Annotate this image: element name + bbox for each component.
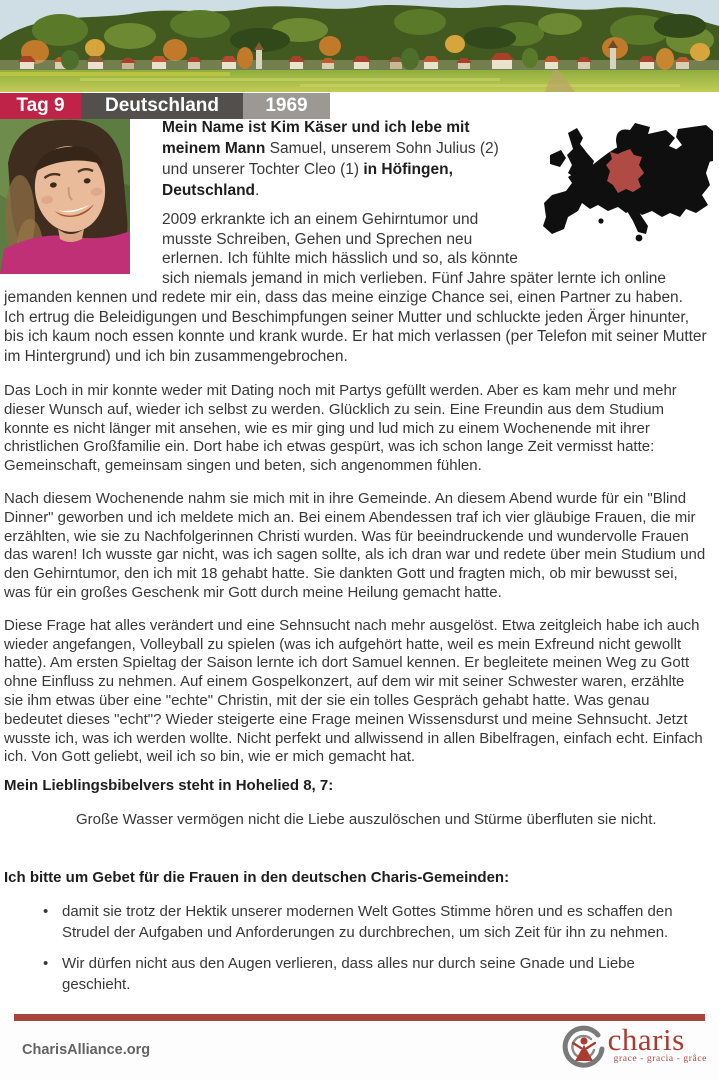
charis-logo-texts xyxy=(607,1022,707,1064)
banner-year-label: 1969 xyxy=(243,93,330,119)
banner-country-label: Deutschland xyxy=(81,93,243,119)
footer xyxy=(0,1014,719,1080)
prayer-heading: Ich bitte um Gebet für die Frauen in den deutschen Charis-Gemeinden: xyxy=(4,868,510,886)
banner-day-label: Tag 9 xyxy=(0,93,81,119)
portrait-photo xyxy=(0,117,130,274)
prayer-item: • Wir dürfen nicht aus den Augen verlieren, dass alles nur durch seine Gnade und Liebe geschieht. xyxy=(4,953,707,995)
charis-logo-wordmark: charis xyxy=(607,1022,685,1057)
story-paragraph: Das Loch in mir konnte weder mit Dating noch mit Partys gefüllt werden. Aber es kam mehr und mehr dieser Wunsch auf, wieder ich selbst zu werden. Glücklich zu sein. Eine Freundin aus dem Studium konnte es nicht länger mit ansehen, wie es mir ging und lud mich zu einem Wochenende mit ihrer christlichen Großfamilie ein. Dort habe ich etwas gespürt, was ich schon lange Zeit vermisst hatte: Gemeinschaft, gemeinsam singen und beten, sich angenommen fühlen. xyxy=(4,382,677,475)
intro-period: . xyxy=(255,182,260,199)
banner xyxy=(0,93,330,119)
story-paragraph: Diese Frage hat alles verändert und eine Sehnsucht nach mehr ausgelöst. Etwa zeitgleich habe ich auch wieder angefangen, Volleyball zu spielen (was ich aufgehört hatte, weil es mein Exfreund nicht gewollt hatte). Am ersten Spieltag der Saison lernte ich dort Samuel kennen. Er begleitete meinen Weg zu Gott ohne Einfluss zu nehmen. Auf einem Gospelkonzert, auf dem wir mit seiner Schwester waren, erzählte sie ihm etwas über eine "echte" Christin, mit der sie ein tolles Gespräch gehabt hatte. Was genau bedeutet dieses "echt"? Wieder steigerte eine Frage meinen Wissensdurst und meine Sehnsucht. Jetzt wusste ich, was ich werden wollte. Nicht perfekt und allwissend in allen Bibelfragen, einfach echt. Einfach ich. Von Gott geliebt, weil ich so bin, wie er mich gemacht hat. xyxy=(4,616,703,766)
verse-text: Große Wasser vermögen nicht die Liebe auszulöschen und Stürme überfluten sie nicht. xyxy=(76,810,657,828)
story-content xyxy=(0,92,719,995)
charis-logo-tagline: grace - gracia - grâce xyxy=(613,1054,707,1064)
prayer-list xyxy=(4,901,707,995)
prayer-item: • damit sie trotz der Hektik unserer modernen Welt Gottes Stimme hören und es schaffen den Strudel der Aufgaben und Anforderungen zu durchbrechen, um sich Zeit für ihn zu nehmen. xyxy=(4,901,707,943)
site-url: CharisAlliance.org xyxy=(22,1042,151,1058)
intro-bold-lead: Mein Name ist Kim Käser und ich lebe mit meinem Mann xyxy=(162,119,470,157)
story-paragraph: Nach diesem Wochenende nahm sie mich mit in ihre Gemeinde. An diesem Abend wurde für ein "Blind Dinner" geworben und ich meldete mich an. Bei einem Abendessen traf ich vier gläubige Frauen, die mir erzählten, wie sie zu Nachfolgerinnen Christi wurden. Was für beeindruckende und wundervolle Frauen das waren! Ich wusste gar nicht, was ich sagen sollte, als ich dran war und redete über mein Studium und den Gehirntumor, den ich mit 18 gehabt hatte. Sie dankten Gott und fragten mich, ob mir bewusst sei, was für ein großes Geschenk mir Gott durch meine Heilung gemacht hatte. xyxy=(4,489,706,601)
charis-logo xyxy=(561,1022,707,1071)
intro-bold-location: in Höfingen, Deutschland xyxy=(162,161,453,199)
header-landscape-photo xyxy=(0,0,719,92)
footer-divider xyxy=(14,1014,705,1021)
verse-heading: Mein Lieblingsbibelvers steht in Hohelied 8, 7: xyxy=(4,777,334,795)
intro-normal-text: Samuel, unserem Sohn Julius (2) und unserer Tochter Cleo (1) xyxy=(162,140,499,178)
story-paragraph: 2009 erkrankte ich an einem Gehirntumor und musste Schreiben, Gehen und Sprechen neu erlernen. Ich fühlte mich hässlich und so, als könnte sich niemals jemand in mich verlieben. Fünf Jahre später lernte ich online jemanden kennen und redete mir ein, dass das meine einzige Chance sei, einen Partner zu haben. Ich ertrug die Beleidigungen und Beschimpfungen seiner Mutter und schluckte jeden Ärger hinunter, bis ich kaum noch essen konnte und krank wurde. Er hat mich verlassen (per Telefon mit seiner Mutter im Hintergrund) und ich bin zusammengebrochen. xyxy=(4,211,707,365)
europe-map-germany-icon xyxy=(538,121,713,243)
charis-logo-icon xyxy=(561,1025,605,1071)
